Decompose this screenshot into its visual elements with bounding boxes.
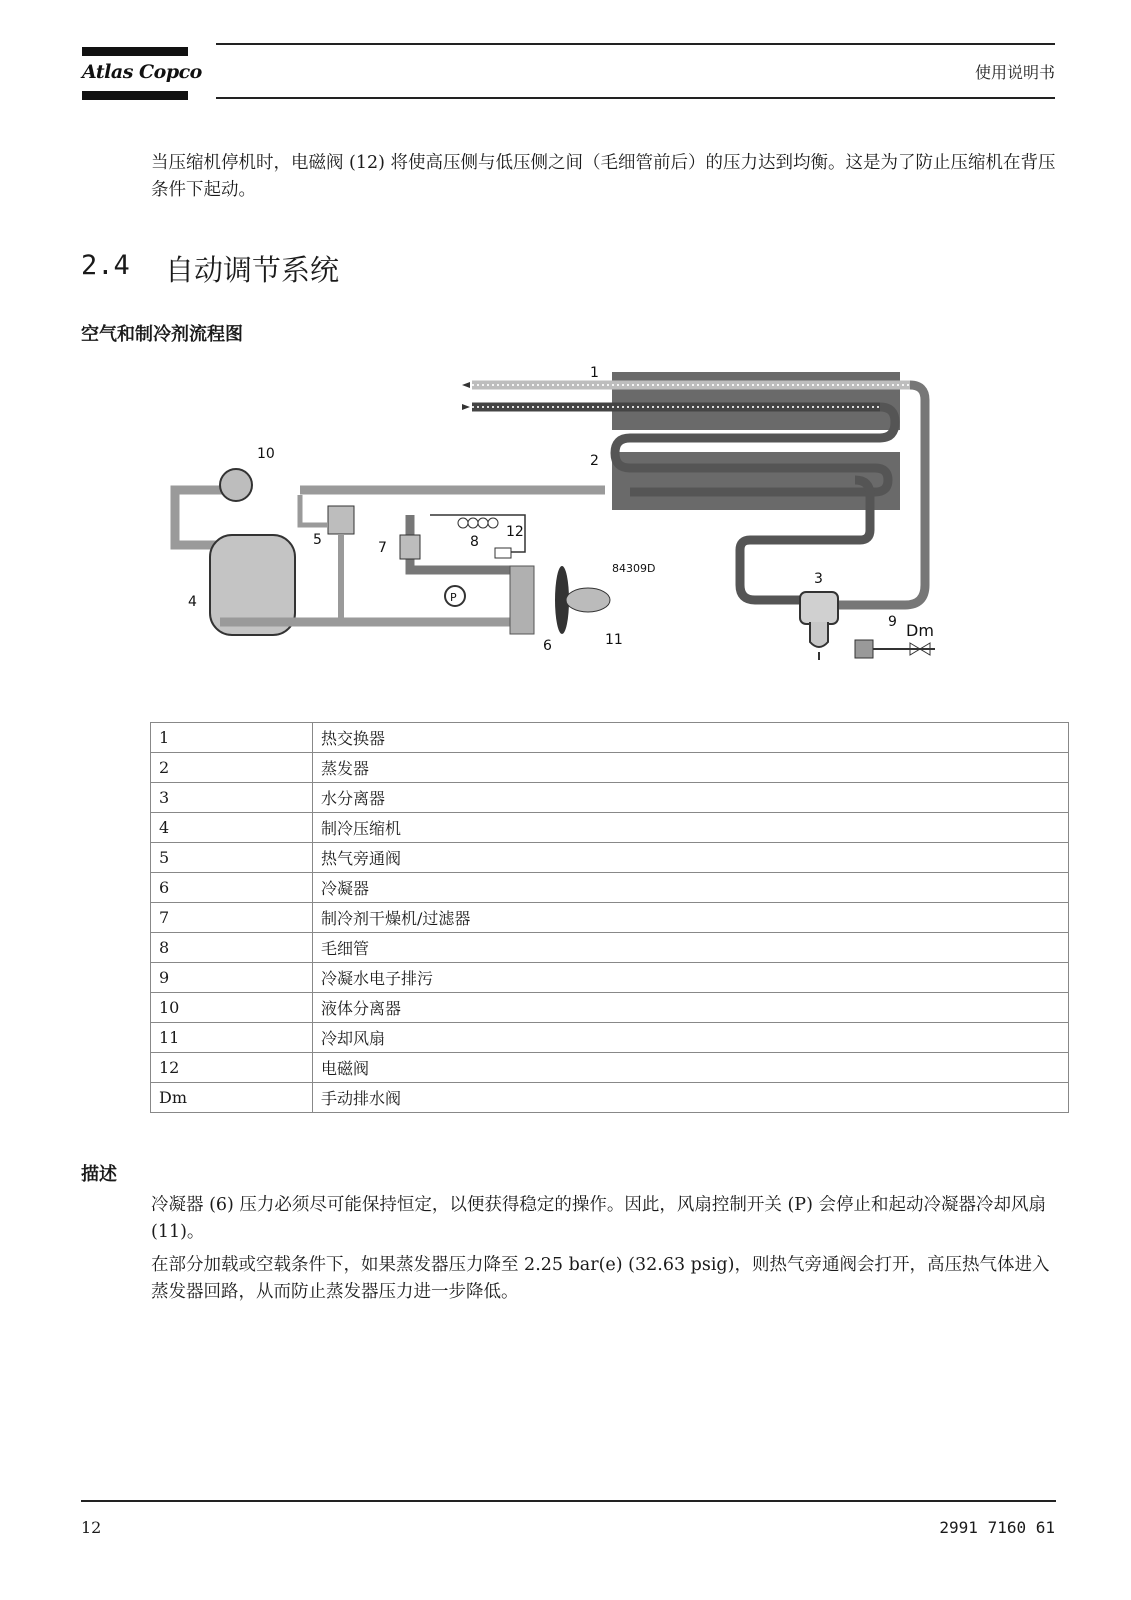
legend-key: 5 <box>151 843 313 873</box>
legend-key: 3 <box>151 783 313 813</box>
hot-gas-bypass-valve <box>328 506 354 534</box>
legend-row <box>151 843 1069 873</box>
cooling-fan-motor <box>566 588 610 612</box>
legend-row <box>151 1053 1069 1083</box>
legend-row <box>151 753 1069 783</box>
air-in-arrow <box>462 404 470 410</box>
legend-key: 2 <box>151 753 313 783</box>
legend-row <box>151 723 1069 753</box>
legend-key: 7 <box>151 903 313 933</box>
callout-11: 11 <box>605 632 623 648</box>
logo-bar-bottom <box>82 91 188 100</box>
logo-wordmark: Atlas Copco <box>82 61 202 83</box>
callout-p: P <box>450 591 457 604</box>
electronic-drain <box>855 640 873 658</box>
header-rule-bottom <box>216 97 1055 99</box>
description-heading: 描述 <box>81 1164 117 1185</box>
refrigerant-flow-diagram <box>150 360 970 685</box>
legend-value: 冷凝器 <box>313 873 1069 903</box>
document-number: 2991 7160 61 <box>939 1518 1055 1537</box>
legend-key: 9 <box>151 963 313 993</box>
document-title: 使用说明书 <box>974 63 1055 82</box>
legend-value: 毛细管 <box>313 933 1069 963</box>
callout-8: 8 <box>470 534 479 550</box>
legend-row <box>151 963 1069 993</box>
legend-table <box>150 722 1069 1113</box>
diagram-code: 84309D <box>612 562 656 575</box>
section-title: 自动调节系统 <box>165 253 340 287</box>
legend-value: 电磁阀 <box>313 1053 1069 1083</box>
callout-3: 3 <box>814 571 823 587</box>
section-number: 2.4 <box>81 250 130 281</box>
legend-row <box>151 1023 1069 1053</box>
description-paragraph-2: 在部分加载或空载条件下，如果蒸发器压力降至 2.25 bar(e) (32.63 psig)，则热气旁通阀会打开，高压热气体进入蒸发器回路，从而防止蒸发器压力进一步降低。 <box>151 1255 1050 1302</box>
liquid-separator <box>220 469 252 501</box>
legend-row <box>151 1083 1069 1113</box>
callout-2: 2 <box>590 453 599 469</box>
footer-rule <box>81 1500 1056 1502</box>
callout-6: 6 <box>543 638 552 654</box>
legend-key: Dm <box>151 1083 313 1113</box>
legend-value: 蒸发器 <box>313 753 1069 783</box>
legend-value: 热交换器 <box>313 723 1069 753</box>
legend-row <box>151 783 1069 813</box>
diagram-heading: 空气和制冷剂流程图 <box>81 324 243 345</box>
legend-row <box>151 993 1069 1023</box>
header-rule-top <box>216 43 1055 45</box>
description-paragraph-1: 冷凝器 (6) 压力必须尽可能保持恒定，以便获得稳定的操作。因此，风扇控制开关 (P) 会停止和起动冷凝器冷却风扇 (11)。 <box>151 1195 1046 1242</box>
legend-key: 10 <box>151 993 313 1023</box>
legend-value: 水分离器 <box>313 783 1069 813</box>
callout-9: 9 <box>888 614 897 630</box>
legend-value: 制冷剂干燥机/过滤器 <box>313 903 1069 933</box>
liquid-line <box>410 515 510 570</box>
legend-row <box>151 873 1069 903</box>
legend-key: 6 <box>151 873 313 903</box>
legend-value: 手动排水阀 <box>313 1083 1069 1113</box>
water-separator <box>800 592 838 624</box>
solenoid-valve <box>495 548 511 558</box>
legend-value: 制冷压缩机 <box>313 813 1069 843</box>
legend-value: 液体分离器 <box>313 993 1069 1023</box>
page-number: 12 <box>81 1518 102 1537</box>
legend-row <box>151 813 1069 843</box>
legend-key: 1 <box>151 723 313 753</box>
legend-key: 11 <box>151 1023 313 1053</box>
callout-1: 1 <box>590 365 599 381</box>
logo-bar-top <box>82 47 188 56</box>
callout-dm: Dm <box>906 621 934 640</box>
legend-value: 冷却风扇 <box>313 1023 1069 1053</box>
legend-value: 冷凝水电子排污 <box>313 963 1069 993</box>
filter-drier <box>400 535 420 559</box>
legend-key: 8 <box>151 933 313 963</box>
legend-key: 4 <box>151 813 313 843</box>
callout-5: 5 <box>313 532 322 548</box>
callout-12: 12 <box>506 524 524 540</box>
callout-10: 10 <box>257 446 275 462</box>
legend-row <box>151 903 1069 933</box>
capillary-tube <box>488 518 498 528</box>
condenser <box>510 566 534 634</box>
legend-key: 12 <box>151 1053 313 1083</box>
legend-value: 热气旁通阀 <box>313 843 1069 873</box>
atlas-copco-logo <box>82 47 202 100</box>
callout-4: 4 <box>188 594 197 610</box>
air-out-arrow <box>462 382 470 388</box>
callout-7: 7 <box>378 540 387 556</box>
intro-paragraph: 当压缩机停机时，电磁阀 (12) 将使高压侧与低压侧之间（毛细管前后）的压力达到均衡。这是为了防止压缩机在背压条件下起动。 <box>151 153 1056 200</box>
legend-row <box>151 933 1069 963</box>
